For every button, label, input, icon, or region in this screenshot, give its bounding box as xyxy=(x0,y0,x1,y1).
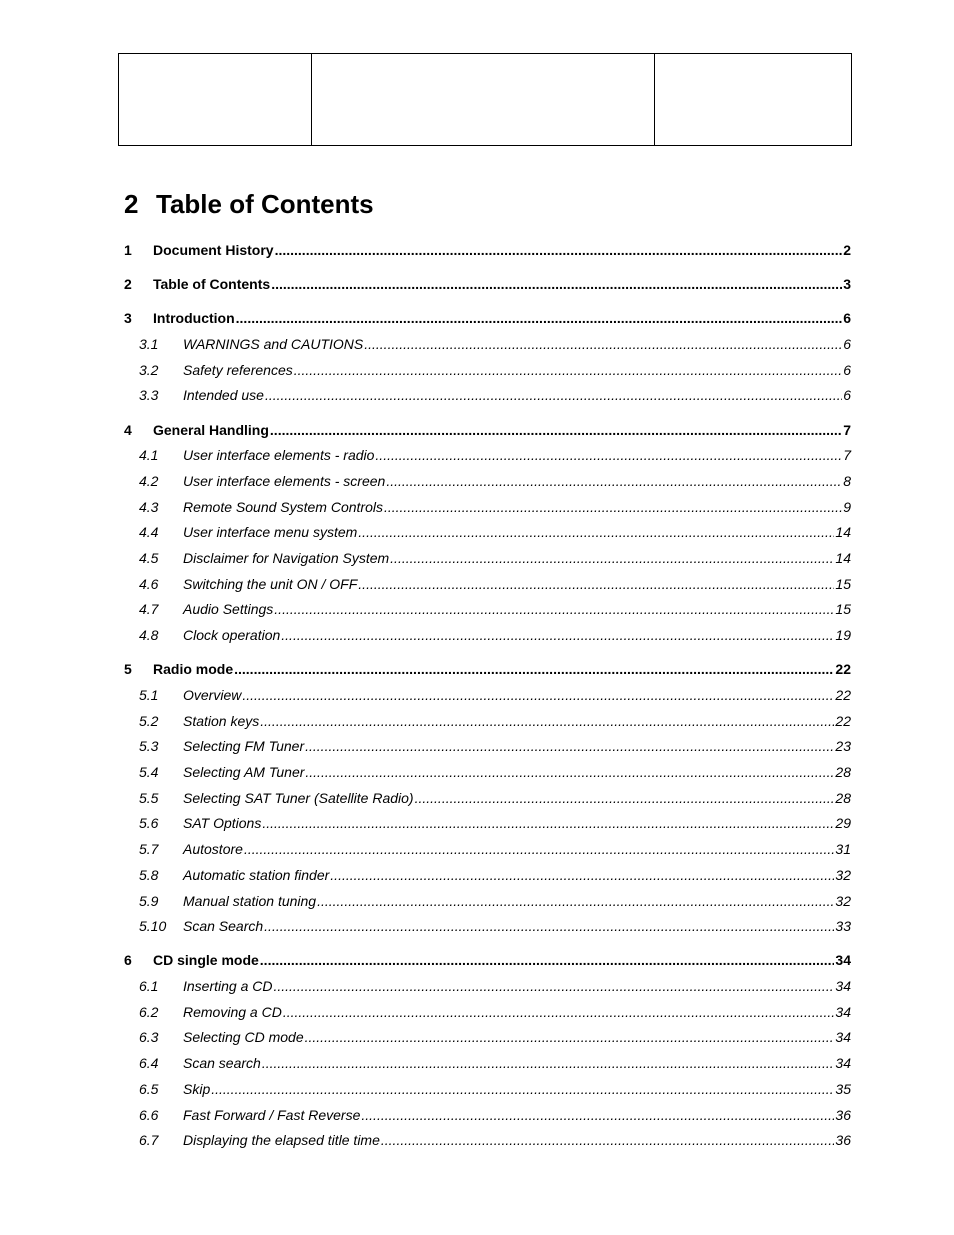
toc-entry-page-number: 34 xyxy=(835,1029,851,1046)
toc-entry-page-number: 34 xyxy=(835,1003,851,1020)
toc-entry-label: Scan Search xyxy=(183,918,264,935)
toc-entry-label: Skip xyxy=(183,1080,211,1097)
toc-entry-number: 4.3 xyxy=(139,498,159,515)
toc-entry-number: 5.6 xyxy=(139,815,159,832)
toc-entry-number: 5.8 xyxy=(139,866,159,883)
table-of-contents xyxy=(124,238,851,1154)
toc-section-entry[interactable] xyxy=(124,520,851,546)
toc-entry-label: Displaying the elapsed title time xyxy=(183,1132,380,1149)
toc-dot-leader xyxy=(361,1103,834,1129)
toc-section-entry[interactable] xyxy=(124,443,851,469)
toc-entry-label: Fast Forward / Fast Reverse xyxy=(183,1106,361,1123)
toc-entry-label: Intended use xyxy=(183,387,264,404)
toc-dot-leader xyxy=(390,546,834,572)
toc-dot-leader xyxy=(358,520,834,546)
toc-entry-page-number: 22 xyxy=(835,687,851,703)
toc-entry-page-number: 34 xyxy=(835,1055,851,1072)
toc-dot-leader xyxy=(358,572,834,598)
toc-entry-number: 4.6 xyxy=(139,575,159,592)
toc-section-entry[interactable] xyxy=(124,974,851,1000)
toc-entry-label: SAT Options xyxy=(183,815,262,832)
toc-entry-page-number: 36 xyxy=(835,1106,851,1123)
toc-entry-label: Audio Settings xyxy=(183,601,274,618)
toc-dot-leader xyxy=(260,948,835,974)
toc-section-entry[interactable] xyxy=(124,383,851,409)
toc-dot-leader xyxy=(305,734,834,760)
toc-entry-number: 5.5 xyxy=(139,789,159,806)
toc-section-entry[interactable] xyxy=(124,546,851,572)
toc-section-entry[interactable] xyxy=(124,332,851,358)
document-header-table xyxy=(118,53,852,146)
toc-dot-leader xyxy=(386,469,842,495)
toc-entry-label: Removing a CD xyxy=(183,1003,282,1020)
toc-section-entry[interactable] xyxy=(124,709,851,735)
toc-dot-leader xyxy=(283,1000,835,1026)
toc-entry-number: 3.2 xyxy=(139,361,159,378)
toc-entry-label: Remote Sound System Controls xyxy=(183,498,383,515)
toc-section-entry[interactable] xyxy=(124,358,851,384)
toc-entry-label: Scan search xyxy=(183,1055,261,1072)
toc-entry-page-number: 32 xyxy=(835,866,851,883)
toc-entry-number: 4.1 xyxy=(139,447,159,464)
toc-section-entry[interactable] xyxy=(124,786,851,812)
toc-section-entry[interactable] xyxy=(124,1000,851,1026)
toc-entry-page-number: 14 xyxy=(835,550,851,567)
page-title xyxy=(124,186,374,222)
toc-dot-leader xyxy=(305,1025,835,1051)
toc-dot-leader xyxy=(234,657,834,683)
toc-dot-leader xyxy=(262,1051,835,1077)
toc-entry-page-number: 23 xyxy=(835,738,851,755)
toc-entry-page-number: 28 xyxy=(835,789,851,806)
toc-entry-number: 3.3 xyxy=(139,387,159,404)
toc-section-entry[interactable] xyxy=(124,863,851,889)
toc-section-entry[interactable] xyxy=(124,760,851,786)
toc-section-entry[interactable] xyxy=(124,734,851,760)
toc-section-entry[interactable] xyxy=(124,811,851,837)
toc-section-entry[interactable] xyxy=(124,597,851,623)
toc-entry-number: 4.8 xyxy=(139,627,159,644)
header-cell-left xyxy=(119,54,312,146)
toc-chapter-entry[interactable] xyxy=(124,948,851,974)
toc-entry-page-number: 6 xyxy=(843,310,851,327)
section-title: Table of Contents xyxy=(156,189,374,219)
toc-entry-number: 6 xyxy=(124,952,132,969)
toc-dot-leader xyxy=(415,786,835,812)
toc-entry-number: 6.3 xyxy=(139,1029,159,1046)
toc-dot-leader xyxy=(305,760,834,786)
toc-dot-leader xyxy=(265,383,842,409)
header-cell-right xyxy=(655,54,852,146)
toc-entry-label: Selecting AM Tuner xyxy=(183,764,305,781)
toc-entry-page-number: 22 xyxy=(835,712,851,729)
toc-entry-number: 5.2 xyxy=(139,712,159,729)
toc-entry-label: WARNINGS and CAUTIONS xyxy=(183,336,364,353)
toc-entry-label: Radio mode xyxy=(153,661,234,678)
toc-entry-number: 5.3 xyxy=(139,738,159,755)
toc-entry-page-number: 6 xyxy=(843,361,851,378)
toc-entry-page-number: 34 xyxy=(835,978,851,995)
toc-dot-leader xyxy=(281,623,834,649)
toc-entry-number: 2 xyxy=(124,276,132,293)
toc-entry-label: User interface elements - screen xyxy=(183,473,386,489)
toc-chapter-entry[interactable] xyxy=(124,306,851,332)
toc-entry-label: Safety references xyxy=(183,361,293,378)
toc-entry-number: 6.4 xyxy=(139,1055,159,1072)
toc-entry-number: 6.1 xyxy=(139,978,159,995)
toc-entry-label: Selecting SAT Tuner (Satellite Radio) xyxy=(183,789,414,806)
toc-section-entry[interactable] xyxy=(124,1077,851,1103)
toc-section-entry[interactable] xyxy=(124,1051,851,1077)
toc-entry-label: User interface elements - radio xyxy=(183,447,375,464)
toc-entry-number: 6.7 xyxy=(139,1132,159,1149)
toc-entry-label: Introduction xyxy=(153,310,235,327)
toc-entry-number: 3.1 xyxy=(139,336,159,353)
toc-entry-label: Table of Contents xyxy=(153,276,271,293)
toc-section-entry[interactable] xyxy=(124,1128,851,1154)
toc-entry-number: 6.6 xyxy=(139,1106,159,1123)
toc-dot-leader xyxy=(275,238,843,264)
section-number: 2 xyxy=(124,189,139,219)
toc-entry-page-number: 29 xyxy=(835,815,851,832)
toc-entry-label: User interface menu system xyxy=(183,524,358,541)
toc-entry-page-number: 19 xyxy=(835,627,851,644)
toc-entry-number: 4.4 xyxy=(139,524,159,541)
toc-entry-page-number: 35 xyxy=(835,1080,851,1097)
toc-chapter-entry[interactable] xyxy=(124,418,851,444)
toc-dot-leader xyxy=(271,272,842,298)
toc-entry-page-number: 28 xyxy=(835,764,851,781)
toc-entry-label: General Handling xyxy=(153,421,269,438)
toc-entry-number: 5.4 xyxy=(139,764,159,781)
toc-entry-label: Manual station tuning xyxy=(183,892,317,909)
toc-dot-leader xyxy=(260,709,834,735)
toc-entry-page-number: 2 xyxy=(843,242,851,258)
toc-entry-page-number: 32 xyxy=(835,892,851,909)
toc-dot-leader xyxy=(384,495,842,521)
toc-entry-page-number: 33 xyxy=(835,918,851,935)
toc-entry-number: 4.2 xyxy=(139,473,159,489)
toc-entry-number: 1 xyxy=(124,242,132,258)
toc-entry-page-number: 14 xyxy=(835,524,851,541)
toc-dot-leader xyxy=(270,418,842,444)
toc-entry-label: Selecting CD mode xyxy=(183,1029,304,1046)
toc-dot-leader xyxy=(274,597,834,623)
toc-entry-page-number: 9 xyxy=(843,498,851,515)
toc-entry-number: 3 xyxy=(124,310,132,327)
toc-chapter-entry[interactable] xyxy=(124,657,851,683)
toc-section-entry[interactable] xyxy=(124,495,851,521)
toc-dot-leader xyxy=(364,332,842,358)
toc-dot-leader xyxy=(242,683,834,709)
toc-entry-label: Selecting FM Tuner xyxy=(183,738,305,755)
toc-entry-label: Overview xyxy=(183,687,242,703)
toc-dot-leader xyxy=(317,889,834,915)
toc-entry-number: 5 xyxy=(124,661,132,678)
toc-dot-leader xyxy=(330,863,834,889)
toc-entry-page-number: 3 xyxy=(843,276,851,293)
toc-entry-number: 4.5 xyxy=(139,550,159,567)
toc-entry-number: 6.5 xyxy=(139,1080,159,1097)
toc-dot-leader xyxy=(264,914,834,940)
toc-entry-page-number: 6 xyxy=(843,336,851,353)
toc-entry-page-number: 22 xyxy=(835,661,851,678)
toc-entry-page-number: 34 xyxy=(835,952,851,969)
toc-dot-leader xyxy=(273,974,834,1000)
toc-entry-label: Station keys xyxy=(183,712,260,729)
toc-entry-page-number: 31 xyxy=(835,841,851,858)
toc-entry-label: CD single mode xyxy=(153,952,259,969)
toc-entry-page-number: 7 xyxy=(843,447,851,464)
header-cell-middle xyxy=(312,54,655,146)
toc-dot-leader xyxy=(262,811,834,837)
toc-entry-label: Clock operation xyxy=(183,627,281,644)
toc-dot-leader xyxy=(375,443,842,469)
toc-section-entry[interactable] xyxy=(124,469,851,495)
toc-dot-leader xyxy=(244,837,834,863)
toc-dot-leader xyxy=(236,306,843,332)
toc-entry-page-number: 15 xyxy=(835,601,851,618)
toc-section-entry[interactable] xyxy=(124,683,851,709)
toc-entry-number: 4 xyxy=(124,421,132,438)
toc-entry-page-number: 8 xyxy=(843,473,851,489)
toc-chapter-entry[interactable] xyxy=(124,238,851,264)
toc-dot-leader xyxy=(294,358,842,384)
toc-section-entry[interactable] xyxy=(124,837,851,863)
toc-chapter-entry[interactable] xyxy=(124,272,851,298)
toc-entry-label: Document History xyxy=(153,242,274,258)
toc-entry-number: 5.9 xyxy=(139,892,159,909)
toc-entry-page-number: 7 xyxy=(843,421,851,438)
toc-entry-page-number: 36 xyxy=(835,1132,851,1149)
toc-entry-label: Automatic station finder xyxy=(183,866,330,883)
toc-section-entry[interactable] xyxy=(124,1103,851,1129)
toc-entry-label: Autostore xyxy=(183,841,243,858)
toc-section-entry[interactable] xyxy=(124,623,851,649)
toc-dot-leader xyxy=(211,1077,834,1103)
toc-entry-number: 4.7 xyxy=(139,601,159,618)
toc-entry-number: 5.10 xyxy=(139,918,167,935)
toc-section-entry[interactable] xyxy=(124,914,851,940)
toc-entry-page-number: 6 xyxy=(843,387,851,404)
toc-entry-label: Switching the unit ON / OFF xyxy=(183,575,358,592)
toc-entry-number: 5.7 xyxy=(139,841,159,858)
toc-dot-leader xyxy=(381,1128,835,1154)
toc-section-entry[interactable] xyxy=(124,572,851,598)
toc-entry-page-number: 15 xyxy=(835,575,851,592)
toc-section-entry[interactable] xyxy=(124,889,851,915)
toc-section-entry[interactable] xyxy=(124,1025,851,1051)
toc-entry-number: 6.2 xyxy=(139,1003,159,1020)
toc-entry-label: Inserting a CD xyxy=(183,978,273,995)
toc-entry-label: Disclaimer for Navigation System xyxy=(183,550,390,567)
toc-entry-number: 5.1 xyxy=(139,687,159,703)
